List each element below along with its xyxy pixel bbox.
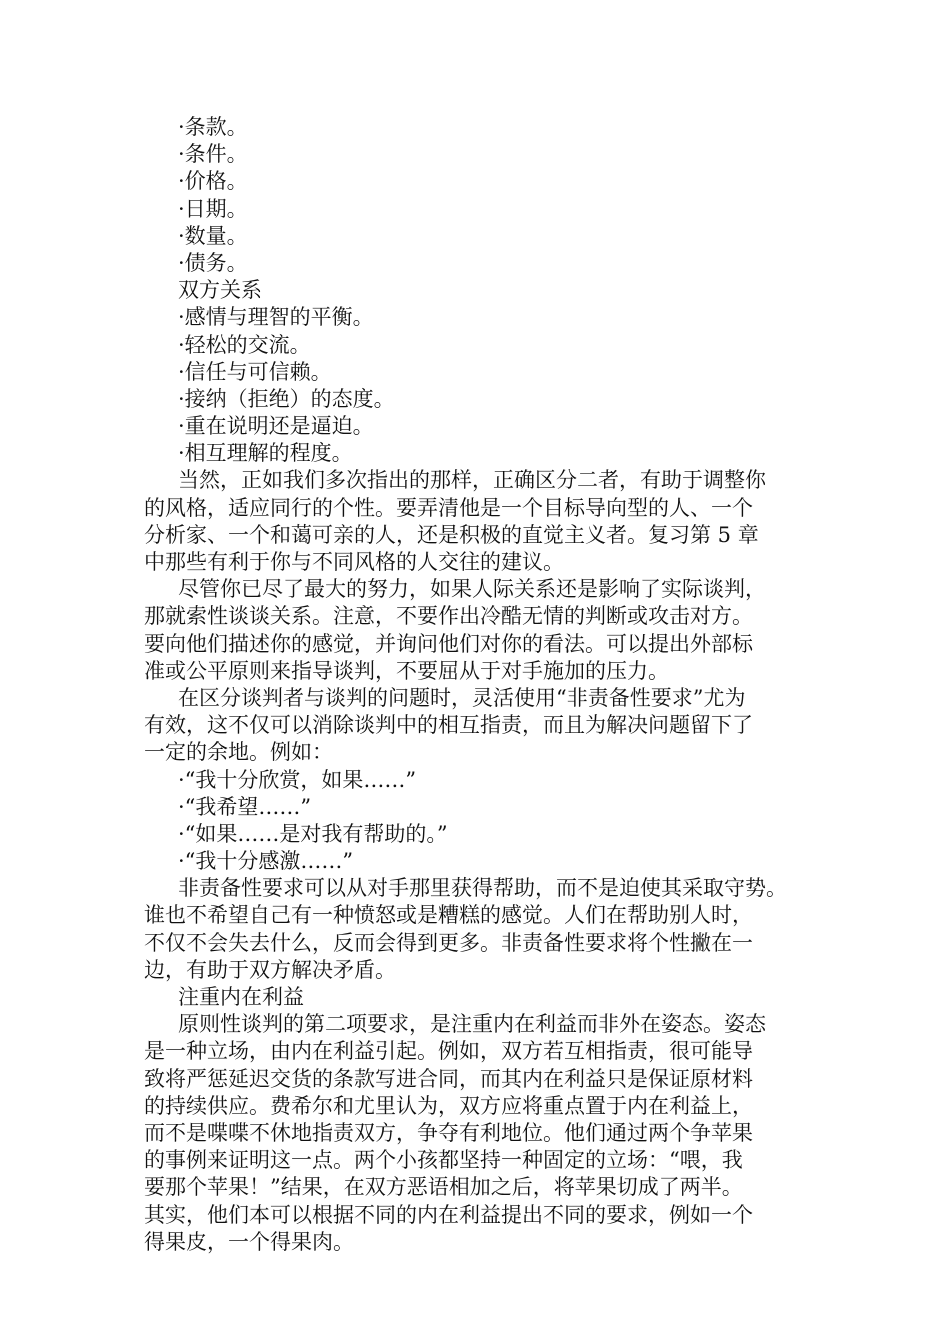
document-page xyxy=(144,114,824,1256)
text-line: 非责备性要求可以从对手那里获得帮助，而不是迫使其采取守势。 xyxy=(178,876,787,901)
text-line: 有效，这不仅可以消除谈判中的相互指责，而且为解决问题留下了 xyxy=(144,713,753,738)
text-line: ·数量。 xyxy=(178,223,248,248)
text-line: 致将严惩延迟交货的条款写进合同，而其内在利益只是保证原材料 xyxy=(144,1066,753,1091)
text-line: ·条件。 xyxy=(178,142,248,167)
text-line: ·接纳（拒绝）的态度。 xyxy=(178,386,395,411)
text-line: 当然，正如我们多次指出的那样，正确区分二者，有助于调整你 xyxy=(178,468,766,493)
text-line: 边，有助于双方解决矛盾。 xyxy=(144,957,396,982)
text-line: 的风格，适应同行的个性。要弄清他是一个目标导向型的人、一个 xyxy=(144,495,753,520)
text-line: 得果皮，一个得果肉。 xyxy=(144,1229,354,1254)
text-line: ·“我十分感激……” xyxy=(178,849,354,874)
text-line: 的持续供应。费希尔和尤里认为，双方应将重点置于内在利益上， xyxy=(144,1093,753,1118)
text-line: 双方关系 xyxy=(178,278,262,303)
text-line: ·条款。 xyxy=(178,115,248,139)
text-line: 在区分谈判者与谈判的问题时，灵活使用“非责备性要求”尤为 xyxy=(178,685,746,710)
text-line: ·“如果……是对我有帮助的。” xyxy=(178,821,448,846)
text-line: 注重内在利益 xyxy=(178,985,304,1009)
text-line: 准或公平原则来指导谈判，不要屈从于对手施加的压力。 xyxy=(144,658,669,683)
text-line: 其实，他们本可以根据不同的内在利益提出不同的要求，例如一个 xyxy=(144,1202,753,1227)
text-line: ·感情与理智的平衡。 xyxy=(178,305,374,330)
text-line: 不仅不会失去什么，反而会得到更多。非责备性要求将个性撇在一 xyxy=(144,930,753,955)
text-line: 中那些有利于你与不同风格的人交往的建议。 xyxy=(144,550,564,574)
text-line: 要那个苹果！”结果，在双方恶语相加之后，将苹果切成了两半。 xyxy=(144,1175,743,1200)
text-line: ·相互理解的程度。 xyxy=(178,441,353,466)
text-line: 的事例来证明这一点。两个小孩都坚持一种固定的立场：“喂，我 xyxy=(144,1148,743,1173)
text-line: 要向他们描述你的感觉，并询问他们对你的看法。可以提出外部标 xyxy=(144,631,753,656)
text-line: 尽管你已尽了最大的努力，如果人际关系还是影响了实际谈判， xyxy=(178,577,766,602)
text-line: ·日期。 xyxy=(178,196,248,221)
text-line: 谁也不希望自己有一种愤怒或是糟糕的感觉。人们在帮助别人时， xyxy=(144,903,753,928)
text-line: 分析家、一个和蔼可亲的人，还是积极的直觉主义者。复习第 5 章 xyxy=(144,522,759,547)
text-line: ·债务。 xyxy=(178,250,248,275)
text-line: 一定的余地。例如： xyxy=(144,740,333,765)
text-line: 是一种立场，由内在利益引起。例如，双方若互相指责，很可能导 xyxy=(144,1039,753,1064)
text-line: 原则性谈判的第二项要求，是注重内在利益而非外在姿态。姿态 xyxy=(178,1012,766,1037)
text-line: ·价格。 xyxy=(178,169,248,194)
text-line: ·重在说明还是逼迫。 xyxy=(178,414,374,439)
text-line: 那就索性谈谈关系。注意，不要作出冷酷无情的判断或攻击对方。 xyxy=(144,604,753,629)
text-line: ·轻松的交流。 xyxy=(178,332,311,357)
text-line: ·信任与可信赖。 xyxy=(178,359,332,384)
text-line: 而不是喋喋不休地指责双方，争夺有利地位。他们通过两个争苹果 xyxy=(144,1120,753,1145)
text-line: ·“我十分欣赏，如果……” xyxy=(178,767,417,792)
text-line: ·“我希望……” xyxy=(178,794,312,819)
